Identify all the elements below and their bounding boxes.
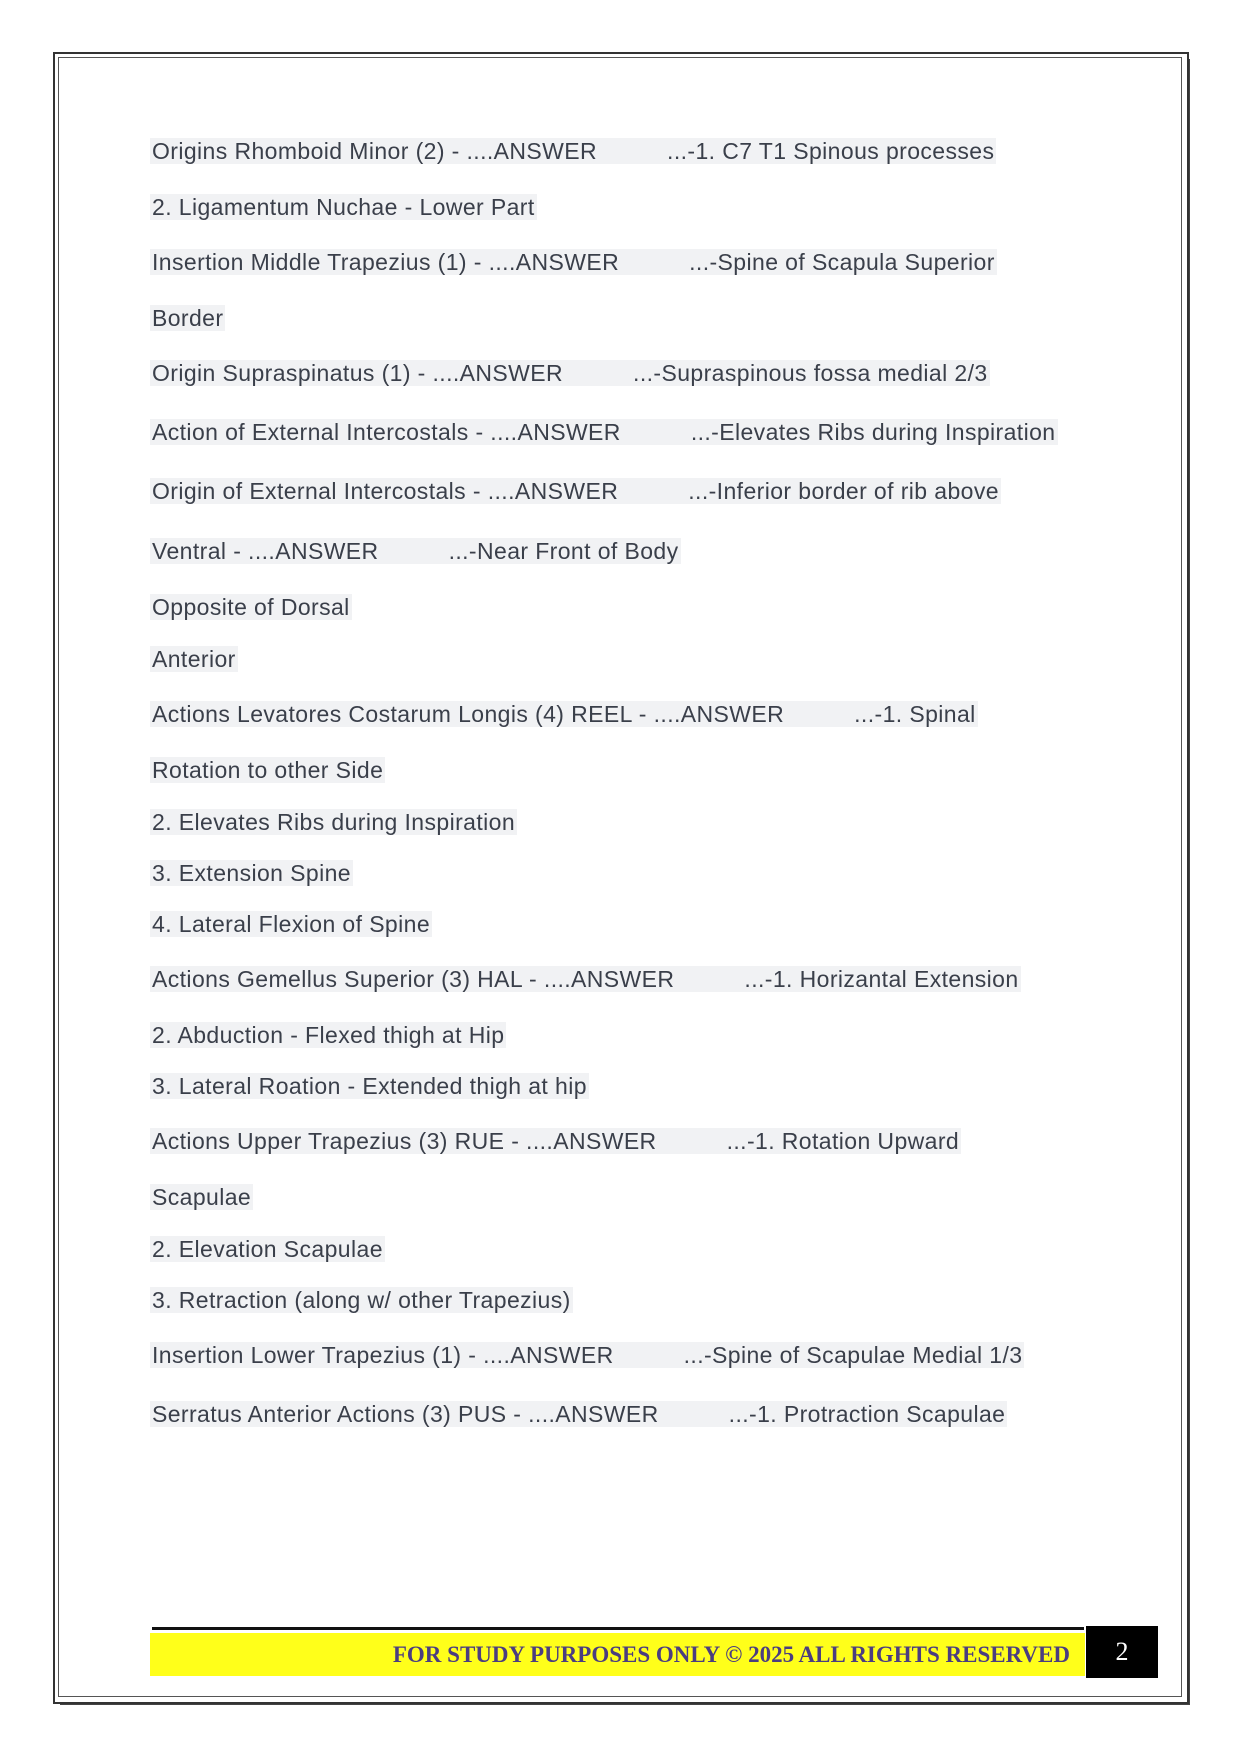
- line-text: Opposite of Dorsal: [152, 594, 350, 620]
- line-text: 4. Lateral Flexion of Spine: [152, 911, 431, 937]
- qa-line: [150, 415, 1058, 449]
- question-text: Serratus Anterior Actions (3) PUS - ....ANSWER: [152, 1401, 659, 1427]
- footer-rule: [152, 1627, 1084, 1630]
- answer-text: ...-Supraspinous fossa medial 2/3: [633, 360, 988, 386]
- answer-text: ...-Inferior border of rib above: [688, 478, 999, 504]
- text-line: [150, 1283, 573, 1317]
- line-text: Scapulae: [152, 1184, 252, 1210]
- line-text: Anterior: [152, 646, 236, 672]
- question-text: Actions Upper Trapezius (3) RUE - ....ANSWER: [152, 1128, 657, 1154]
- text-line: [150, 907, 432, 941]
- text-line: [150, 753, 385, 787]
- answer-text: ...-Elevates Ribs during Inspiration: [690, 419, 1056, 445]
- text-line: [150, 301, 225, 335]
- answer-text: ...-1. Protraction Scapulae: [728, 1401, 1006, 1427]
- text-line: [150, 590, 352, 624]
- question-text: Insertion Lower Trapezius (1) - ....ANSWER: [152, 1342, 614, 1368]
- qa-pair: [150, 138, 996, 164]
- qa-pair: [150, 1401, 1007, 1427]
- question-text: Origins Rhomboid Minor (2) - ....ANSWER: [152, 138, 598, 164]
- qa-pair: [150, 966, 1021, 992]
- question-text: Insertion Middle Trapezius (1) - ....ANSWER: [152, 249, 620, 275]
- line-text: 3. Lateral Roation - Extended thigh at hip: [152, 1073, 587, 1099]
- footer-text: FOR STUDY PURPOSES ONLY © 2025 ALL RIGHTS RESERVED: [392, 1641, 1070, 1667]
- answer-text: ...-Spine of Scapulae Medial 1/3: [683, 1342, 1023, 1368]
- qa-line: [150, 697, 978, 731]
- line-text: Border: [152, 305, 224, 331]
- line-text: 3. Retraction (along w/ other Trapezius): [152, 1287, 571, 1313]
- answer-text: ...-1. Spinal: [854, 701, 976, 727]
- qa-line: [150, 245, 997, 279]
- qa-line: [150, 962, 1021, 996]
- line-text: 3. Extension Spine: [152, 860, 351, 886]
- question-text: Actions Gemellus Superior (3) HAL - ....ANSWER: [152, 966, 675, 992]
- question-text: Ventral - ....ANSWER: [152, 538, 379, 564]
- qa-pair: [150, 478, 1001, 504]
- page-number: 2: [1115, 1637, 1129, 1666]
- question-text: Action of External Intercostals - ....ANSWER: [152, 419, 621, 445]
- answer-text: ...-1. Horizantal Extension: [744, 966, 1019, 992]
- qa-pair: [150, 249, 997, 275]
- answer-text: ...-1. Rotation Upward: [726, 1128, 960, 1154]
- qa-pair: [150, 1128, 961, 1154]
- question-text: Origin of External Intercostals - ....ANSWER: [152, 478, 619, 504]
- text-line: [150, 190, 537, 224]
- qa-line: [150, 134, 996, 168]
- line-text: Rotation to other Side: [152, 757, 384, 783]
- text-line: [150, 805, 517, 839]
- text-line: [150, 1069, 589, 1103]
- qa-line: [150, 1124, 961, 1158]
- qa-pair: [150, 1342, 1024, 1368]
- qa-pair: [150, 419, 1058, 445]
- qa-line: [150, 356, 990, 390]
- qa-line: [150, 474, 1001, 508]
- qa-line: [150, 534, 681, 568]
- line-text: 2. Elevates Ribs during Inspiration: [152, 809, 516, 835]
- text-line: [150, 1232, 385, 1266]
- page-number-box: [1086, 1626, 1158, 1678]
- text-line: [150, 856, 353, 890]
- qa-pair: [150, 538, 681, 564]
- qa-line: [150, 1338, 1024, 1372]
- question-text: Actions Levatores Costarum Longis (4) REEL - ....ANSWER: [152, 701, 785, 727]
- text-line: [150, 642, 238, 676]
- answer-text: ...-Spine of Scapula Superior: [689, 249, 995, 275]
- answer-text: ...-Near Front of Body: [448, 538, 679, 564]
- line-text: 2. Elevation Scapulae: [152, 1236, 383, 1262]
- question-text: Origin Supraspinatus (1) - ....ANSWER: [152, 360, 564, 386]
- qa-pair: [150, 360, 990, 386]
- answer-text: ...-1. C7 T1 Spinous processes: [667, 138, 995, 164]
- text-line: [150, 1180, 253, 1214]
- line-text: 2. Abduction - Flexed thigh at Hip: [152, 1022, 505, 1048]
- text-line: [150, 1018, 506, 1052]
- footer-banner: [150, 1633, 1085, 1676]
- qa-line: [150, 1397, 1007, 1431]
- line-text: 2. Ligamentum Nuchae - Lower Part: [152, 194, 535, 220]
- qa-pair: [150, 701, 978, 727]
